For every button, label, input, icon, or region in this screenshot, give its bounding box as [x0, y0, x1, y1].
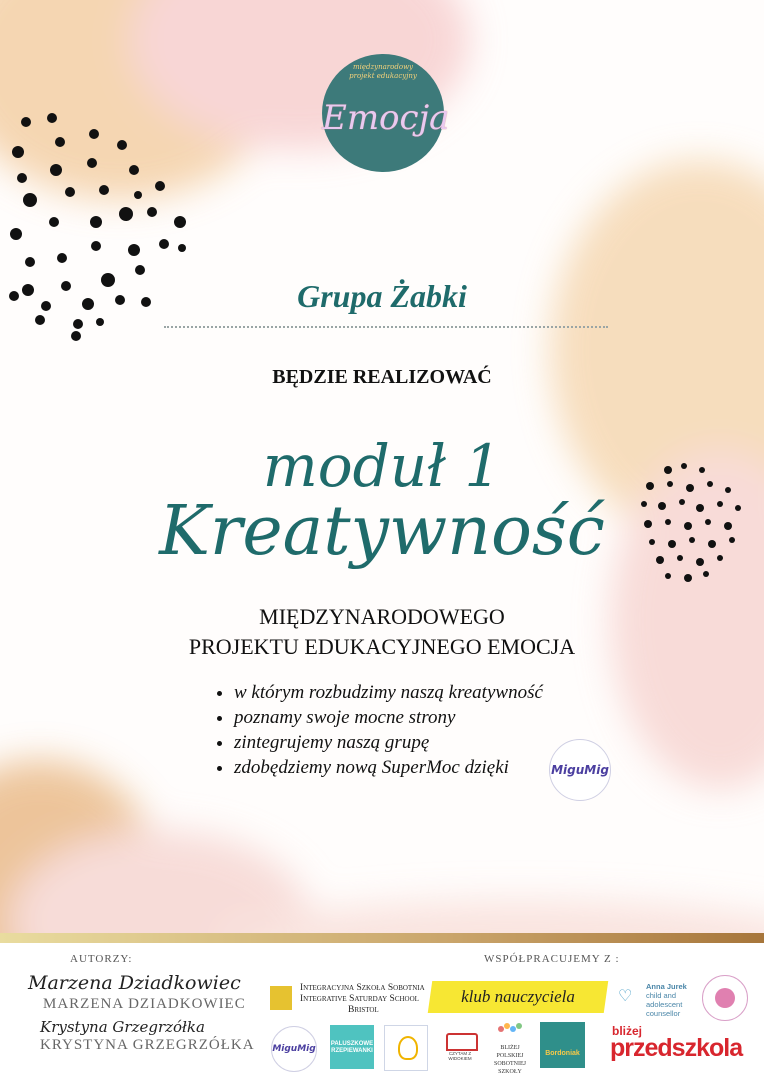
author2-name: KRYSTYNA GRZEGRZÓŁKA — [40, 1037, 255, 1053]
project-line1: MIĘDZYNARODOWEGO — [259, 604, 505, 629]
figure-icon — [715, 988, 735, 1008]
gold-divider-bar — [0, 933, 764, 943]
module-number: moduł 1 — [262, 432, 502, 500]
author2-signature: Krystyna Grzegrzółka — [40, 1018, 205, 1036]
group-title: Grupa Żabki — [297, 278, 467, 314]
dotted-divider — [164, 326, 608, 328]
anna-line2: child and adolescent — [646, 991, 683, 1009]
klub-nauczyciela-logo — [428, 981, 608, 1013]
list-item: • zdobędziemy nową SuperMoc dzięki — [234, 755, 543, 780]
list-item: • zintegrujemy naszą grupę — [234, 730, 543, 755]
colored-dots-icon — [497, 1022, 523, 1036]
blizej-polskiej-szkoly-logo — [487, 1022, 533, 1075]
will-realize-heading: BĘDZIE REALIZOWAĆ — [272, 366, 492, 388]
logo-word: Emocja — [322, 98, 450, 138]
author1-name: MARZENA DZIADKOWIEC — [43, 996, 246, 1012]
isc-bristol-logo — [270, 983, 430, 1017]
module-name: Kreatywność — [159, 492, 605, 571]
bordoniak-text: Bordoniak — [545, 1050, 580, 1057]
bps-line2: SOBOTNIEJ SZKOŁY — [493, 1061, 526, 1075]
project-line2: PROJEKTU EDUKACYJNEGO EMOCJA — [188, 634, 576, 659]
czytam-logo — [440, 1033, 480, 1063]
przedszkola-text: przedszkola — [610, 1034, 743, 1062]
czytam-text: CZYTAM Z WIDOKIEM — [448, 1051, 472, 1061]
list-item: • w którym rozbudzimy naszą kreatywność — [234, 680, 543, 705]
logo-line1: międzynarodowy — [352, 63, 414, 71]
wellbeing-circle-logo — [702, 975, 748, 1021]
paluszkowe-line1: PALUSZKOWE — [330, 1041, 374, 1047]
lightbulb-logo — [384, 1025, 428, 1071]
goals-list — [214, 680, 543, 780]
migumig-small-logo: MiguMig — [271, 1026, 317, 1072]
emocja-logo — [322, 54, 450, 172]
list-item: • poznamy swoje mocne strony — [234, 705, 543, 730]
paluszkowe-logo — [330, 1025, 374, 1069]
lightbulb-icon — [398, 1036, 418, 1060]
book-icon — [446, 1033, 478, 1051]
authors-label: AUTORZY: — [70, 953, 133, 965]
puzzle-icon — [270, 986, 292, 1010]
anna-line3: counsellor — [646, 1009, 681, 1018]
isc-line3: Bristol — [348, 1005, 379, 1015]
paluszkowe-line2: RZEPIEWANKI — [331, 1048, 373, 1054]
bps-line1: BLIŻEJ POLSKIEJ — [496, 1045, 524, 1059]
migumig-logo: MiguMig — [549, 739, 611, 801]
heart-icon: ♡ — [618, 988, 633, 1005]
partners-label: WSPÓŁPRACUJEMY Z : — [484, 953, 620, 965]
isc-line1: Integracyjna Szkoła Sobotnia — [300, 983, 425, 993]
bordoniak-logo — [540, 1022, 585, 1068]
klub-text: klub nauczyciela — [461, 987, 575, 1006]
blizej-przedszkola-logo — [610, 1024, 743, 1066]
blizej-text: bliżej — [612, 1024, 643, 1038]
logo-line2: projekt edukacyjny — [349, 72, 417, 80]
anna-jurek-logo — [618, 982, 702, 1018]
isc-line2: Integrative Saturday School — [300, 994, 419, 1004]
author1-signature: Marzena Dziadkowiec — [28, 972, 241, 994]
anna-line1: Anna Jurek — [646, 982, 687, 991]
